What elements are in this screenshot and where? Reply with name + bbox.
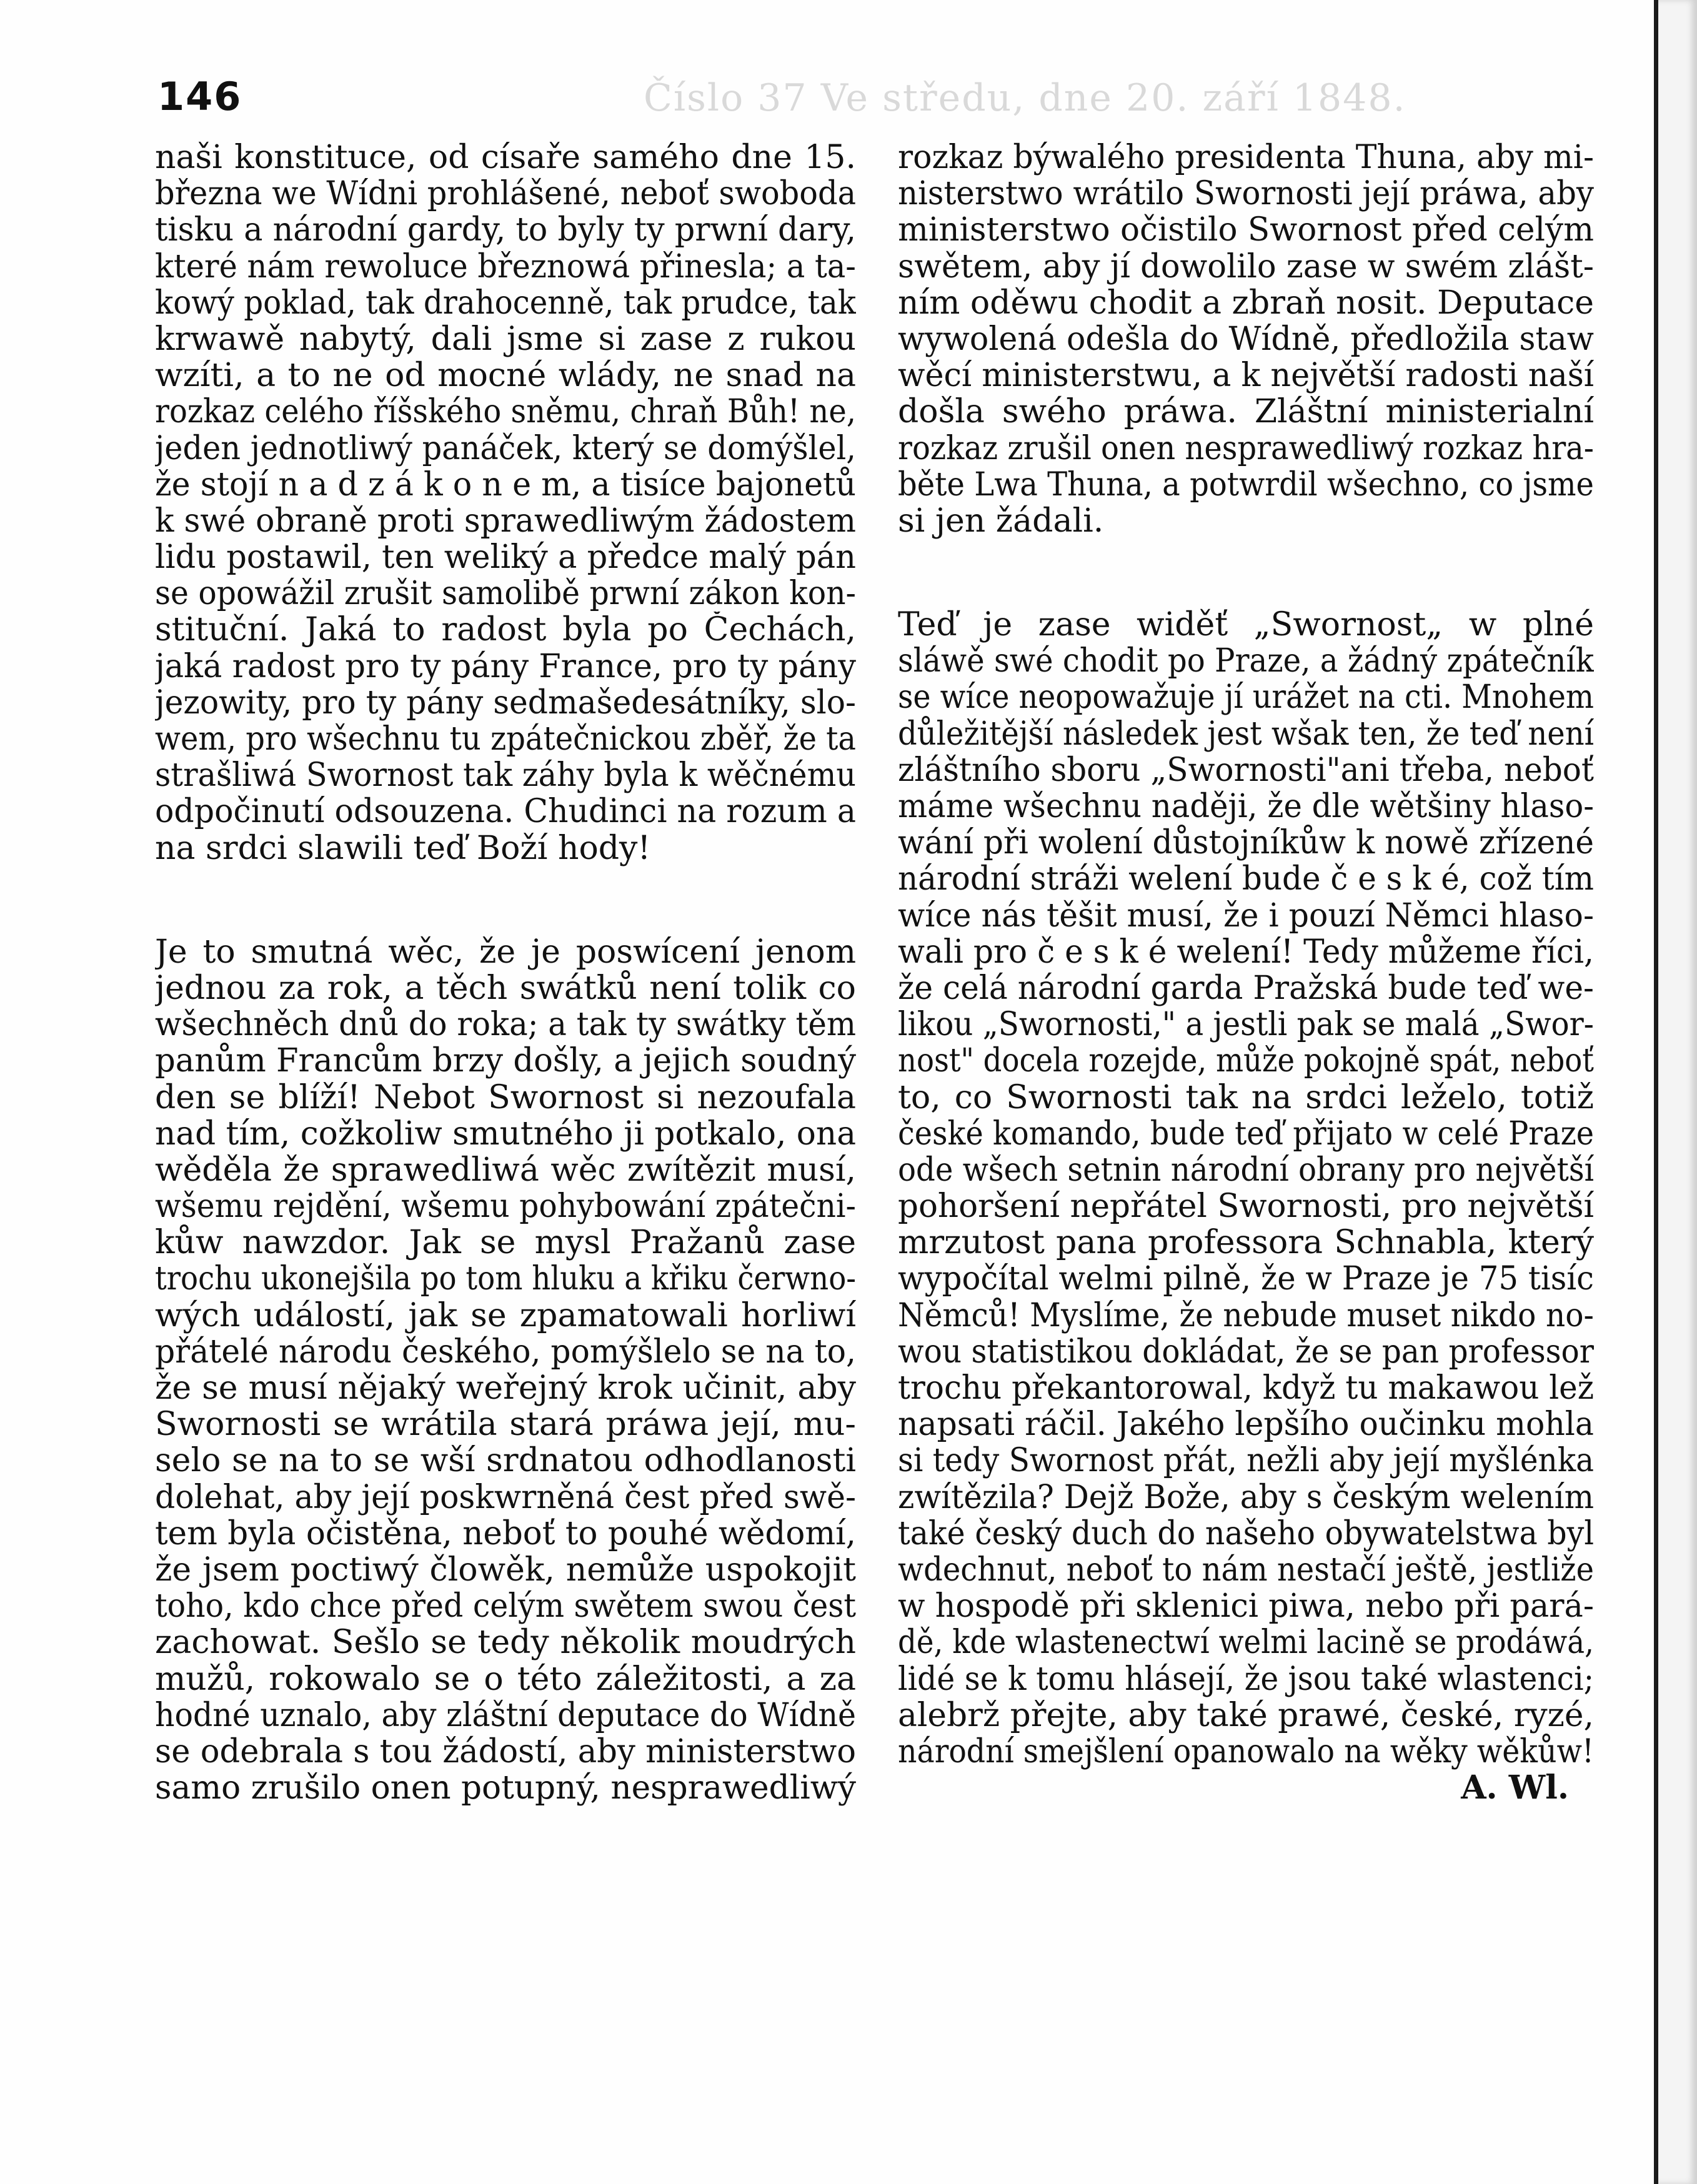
text-line: tem byla očistěna, neboť to pouhé wědomí, (155, 1515, 856, 1552)
text-line: lidu postawil, ten weliký a předce malý pán (155, 539, 856, 576)
text-line: kowý poklad, tak drahocenně, tak prudce, tak (155, 284, 856, 321)
right-column (898, 139, 1594, 1806)
text-line: že jsem poctiwý člowěk, nemůže uspokojit (155, 1551, 856, 1589)
text-line: krwawě nabytý, dali jsme si zase z rukou (155, 320, 856, 358)
text-line: české komando, bude teď přijato w celé Praze (898, 1115, 1594, 1152)
right-paragraph-1 (898, 139, 1594, 539)
text-line: wěděla že sprawedliwá wěc zwítězit musí, (155, 1151, 856, 1189)
text-line: Je to smutná wěc, že je poswícení jenom (155, 933, 856, 970)
text-line: pohoršení nepřátel Swornosti, pro největší (898, 1188, 1594, 1225)
text-line: běte Lwa Thuna, a potwrdil wšechno, co jsme (898, 466, 1594, 503)
text-line: přátelé národu českého, pomýšlelo se na to, (155, 1333, 856, 1370)
text-line: jednou za rok, a těch swátků není tolik co (155, 970, 856, 1007)
text-line: odpočinutí odsouzena. Chudinci na rozum a (155, 793, 856, 830)
page-number: 146 (157, 74, 242, 119)
text-line: že celá národní garda Pražská bude teď we- (898, 970, 1594, 1007)
text-line: wywolená odešla do Wídně, předložila staw (898, 320, 1594, 358)
text-line: w hospodě při sklenici piwa, nebo při pará- (898, 1588, 1594, 1625)
text-line: strašliwá Swornost tak záhy byla k wěčnému (155, 757, 856, 794)
text-line: ode wšech setnin národní obrany pro největší (898, 1151, 1594, 1189)
text-line: které nám rewoluce březnowá přinesla; a ta- (155, 248, 856, 285)
text-line: důležitější následek jest wšak ten, že teď není (898, 715, 1594, 752)
text-line: toho, kdo chce před celým swětem swou čest (155, 1588, 856, 1625)
text-line: k swé obraně proti sprawedliwým žádostem (155, 502, 856, 540)
text-line: se opowážil zrušit samolibě prwní zákon kon- (155, 575, 856, 612)
text-line: mužů, rokowalo se o této záležitosti, a za (155, 1660, 856, 1697)
text-line: kůw nawzdor. Jak se mysl Pražanů zase (155, 1224, 856, 1261)
text-line: Swornosti se wrátila stará práwa její, mu- (155, 1406, 856, 1443)
text-line: wšechněch dnů do roka; a tak ty swátky těm (155, 1006, 856, 1043)
text-line: zláštního sboru „Swornosti"ani třeba, neboť (898, 752, 1594, 788)
text-line: wíce nás těšit musí, že i pouzí Němci hlaso- (898, 897, 1594, 934)
right-paragraph-2 (898, 607, 1594, 1770)
text-line: rozkaz zrušil onen nesprawedliwý rozkaz hra- (898, 430, 1594, 467)
text-line: swětem, aby jí dowolilo zase w swém zlášt- (898, 248, 1594, 285)
left-column (155, 139, 856, 1806)
text-line: den se blíží! Nebot Swornost si nezoufala (155, 1079, 856, 1116)
text-line: zachowat. Sešlo se tedy několik moudrých (155, 1624, 856, 1661)
text-line: napsati ráčil. Jakého lepšího oučinku mohla (898, 1406, 1594, 1443)
text-line: ním oděwu chodit a zbraň nosit. Deputace (898, 284, 1594, 321)
text-line: stituční. Jaká to radost byla po Čechách, (155, 612, 856, 648)
text-line: národní smejšlení opanowalo na wěky wěkůw! (898, 1733, 1594, 1770)
text-line: mrzutost pana professora Schnabla, který (898, 1224, 1594, 1261)
text-line: Němců! Myslíme, že nebude muset nikdo no- (898, 1297, 1594, 1334)
text-line: rozkaz celého říšského sněmu, chraň Bůh! ne, (155, 394, 856, 430)
paragraph-gap (898, 539, 1594, 607)
text-line: samo zrušilo onen potupný, nesprawedliwý (155, 1770, 856, 1807)
text-line: jeden jednotliwý panáček, který se domýšlel, (155, 430, 856, 467)
paragraph-gap (155, 866, 856, 934)
author-signature: A. Wl. (1461, 1770, 1569, 1807)
text-line: jaká radost pro ty pány Francе, pro ty pány (155, 648, 856, 685)
text-line: lidé se k tomu hlásejí, že jsou také wlastenci; (898, 1660, 1594, 1697)
next-page-edge (1654, 0, 1697, 2184)
text-line: na srdci slawili teď Boží hody! (155, 830, 651, 866)
text-line: sláwě swé chodit po Praze, a žádný zpátečník (898, 643, 1594, 680)
text-line: trochu ukonejšila po tom hluku a křiku čerwno- (155, 1261, 856, 1298)
text-line: rozkaz býwalého presidenta Thuna, aby mi- (898, 139, 1594, 176)
text-line: wšemu rejdění, wšemu pohybowání zpátečni- (155, 1188, 856, 1225)
text-line: selo se na to se wší srdnatou odhodlanosti (155, 1442, 856, 1479)
text-line: si jen žádali. (898, 502, 1104, 540)
text-line: wou statistikou dokládat, že se pan professor (898, 1333, 1594, 1370)
text-line: wem, pro wšechnu tu zpátečnickou zběř, že ta (155, 721, 856, 758)
text-line: nisterstwo wrátilo Swornosti její práwa, aby (898, 176, 1594, 212)
text-line: ministerstwo očistilo Swornost před celým (898, 212, 1594, 249)
text-line: došla swého práwa. Zláštní ministerialní (898, 394, 1594, 430)
bleed-through-header: Číslo 37 Ve středu, dne 20. září 1848. (644, 76, 1406, 120)
text-line: března we Wídni prohlášené, neboť swoboda (155, 176, 856, 212)
text-line: že stojí n a d z á k o n e m, a tisíce bajonetů (155, 466, 856, 503)
text-line: máme wšechnu naději, že dle wětšiny hlaso- (898, 788, 1594, 825)
text-line: nad tím, cožkoliw smutného ji potkalo, ona (155, 1115, 856, 1152)
text-line: národní stráži welení bude č e s k é, což tím (898, 861, 1594, 898)
text-line: panům Francům brzy došly, a jejich soudný (155, 1043, 856, 1080)
left-paragraph-2 (155, 934, 856, 1807)
text-line: také český duch do našeho obywatelstwa byl (898, 1515, 1594, 1552)
text-line: že se musí nějaký weřejný krok učinit, aby (155, 1370, 856, 1407)
text-line: wzíti, a to ne od mocné wlády, ne snad na (155, 357, 856, 394)
text-line: naši konstituce, od císaře samého dne 15. (155, 139, 856, 176)
text-line: wypočítal welmi pilně, že w Praze je 75 tisíc (898, 1261, 1594, 1298)
text-line: dě, kde wlastenectwí welmi lacině se prodáwá, (898, 1624, 1594, 1661)
text-line: tisku a národní gardy, to byly ty prwní dary, (155, 212, 856, 249)
text-line: se wíce neopowažuje jí urážet na cti. Mnohem (898, 679, 1594, 716)
text-line: se odebrala s tou žádostí, aby ministerstwo (155, 1733, 856, 1770)
text-line: alebrž přejte, aby také prawé, české, ryzé, (898, 1697, 1594, 1734)
text-line: wali pro č e s k é welení! Tedy můžeme říci, (898, 933, 1594, 970)
text-line: si tedy Swornost přát, nežli aby její myšlénka (898, 1442, 1594, 1479)
text-line: wání při wolení důstojníkůw k nowě zřízené (898, 825, 1594, 861)
text-line: wdechnut, neboť to nám nestačí ještě, jestliže (898, 1551, 1594, 1589)
text-line: to, co Swornosti tak na srdci leželo, totiž (898, 1079, 1594, 1116)
text-line: hodné uznalo, aby zláštní deputace do Wídně (155, 1697, 856, 1734)
left-paragraph-1 (155, 139, 856, 866)
text-line: jezowity, pro ty pány sedmašedesátníky, slo- (155, 684, 856, 721)
text-line: trochu překantorowal, když tu makawou lež (898, 1370, 1594, 1407)
text-line: likou „Swornosti," a jestli pak se malá „Swor- (898, 1006, 1594, 1043)
text-line: Teď je zase widěť „Swornost„ w plné (898, 607, 1594, 643)
text-line: wěcí ministerstwu, a k největší radosti naší (898, 357, 1594, 394)
text-line: dolehat, aby její poskwrněná čest před swě- (155, 1479, 856, 1516)
text-line: wých událostí, jak se zpamatowali horliwí (155, 1297, 856, 1334)
text-line: zwítězila? Dejž Bože, aby s českým welením (898, 1479, 1594, 1516)
text-line: nost" docela rozejde, může pokojně spát, neboť (898, 1043, 1594, 1080)
